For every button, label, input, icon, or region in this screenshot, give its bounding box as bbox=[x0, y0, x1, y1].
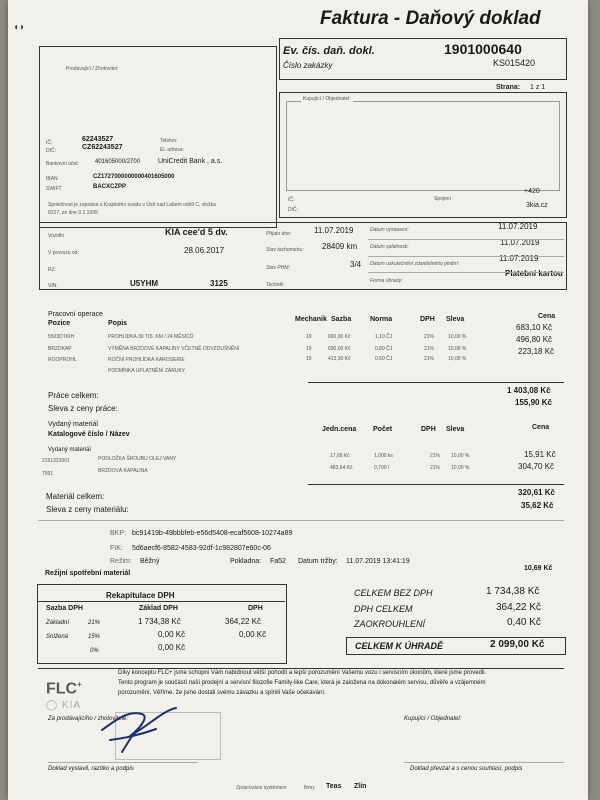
sale-date: 11.07.2019 13:41:19 bbox=[346, 558, 410, 565]
work-price: 496,80 Kč bbox=[516, 335, 553, 344]
vin-start: U5YHM bbox=[130, 279, 159, 288]
recap-pct: 15% bbox=[88, 634, 101, 640]
system-name: Teas bbox=[326, 783, 342, 790]
materials-total: 320,61 Kč bbox=[518, 488, 555, 497]
amount-due-label: CELKEM K ÚHRADĚ bbox=[355, 641, 444, 651]
work-norm: 1,10 ČJ bbox=[375, 334, 393, 340]
customer-dic-label: DIČ: bbox=[288, 207, 298, 213]
supplier-dic: CZ62243527 bbox=[82, 144, 123, 151]
ev-number: 1901000640 bbox=[444, 41, 522, 57]
page-label: Strana: bbox=[496, 84, 521, 91]
col-description: Popis bbox=[108, 320, 128, 327]
work-desc: ROČNÍ PROHLÍDKA KAROSERIE bbox=[108, 357, 185, 363]
materials-discount-label: Sleva z ceny materiálu: bbox=[46, 505, 129, 514]
material-code: 2151323001 bbox=[42, 458, 70, 464]
work-code: BRZDKAP bbox=[48, 346, 72, 352]
materials-total-label: Materiál celkem: bbox=[46, 492, 105, 501]
issued-date: 11.07.2019 bbox=[498, 222, 538, 231]
vin-end: 3125 bbox=[210, 279, 228, 288]
customer-phone: +420 bbox=[524, 188, 540, 195]
work-code: 5503DTKIH bbox=[48, 334, 75, 340]
net-total-label: CELKEM BEZ DPH bbox=[354, 588, 433, 598]
register-value: Fa52 bbox=[270, 558, 286, 565]
materials-sub-label: Vydaný materiál bbox=[48, 447, 91, 453]
received-sign-line bbox=[404, 762, 564, 763]
register-line-1: Společnost je zapsána u Krajského soudu v Ústí nad Labem oddíl C, vložka bbox=[48, 202, 216, 208]
due-date: 11.07.2019 bbox=[500, 238, 540, 247]
supplier-box bbox=[39, 46, 277, 228]
register-label: Pokladna: bbox=[230, 558, 262, 565]
col-mat-price: Cena bbox=[532, 424, 550, 431]
recap-pct: 21% bbox=[88, 620, 101, 626]
vat-recap-title: Rekapitulace DPH bbox=[106, 591, 175, 600]
material-price: 15,91 Kč bbox=[524, 450, 556, 459]
swift: BACXCZPP bbox=[93, 184, 127, 190]
vat-recap-divider bbox=[37, 601, 285, 602]
customer-web: 3kia.cz bbox=[526, 202, 548, 209]
col-rate: Sazba bbox=[331, 316, 352, 323]
vehicle-label: Vozidlo bbox=[48, 233, 65, 239]
buyer-sign-label: Kupující / Objednatel: bbox=[404, 716, 462, 722]
work-total: 1 403,08 Kč bbox=[507, 386, 551, 395]
work-norm: 0,60 ČJ bbox=[375, 356, 393, 362]
bank-label: Bankovní účet: bbox=[46, 161, 80, 167]
recap-base: 0,00 Kč bbox=[158, 643, 186, 652]
vehicle-divider-2 bbox=[368, 256, 564, 257]
iban-label: IBAN bbox=[46, 176, 58, 182]
col-mat-discount: Sleva bbox=[446, 426, 465, 433]
mode-label: Režim: bbox=[110, 558, 132, 565]
work-vat: 21% bbox=[424, 356, 435, 362]
col-catalog: Katalogové číslo / Název bbox=[48, 431, 130, 438]
due-label: Datum splatnosti: bbox=[370, 244, 409, 250]
net-total: 1 734,38 Kč bbox=[486, 586, 540, 597]
recap-base: 1 734,38 Kč bbox=[138, 617, 181, 626]
supplier-phone-label: Telefon: bbox=[160, 138, 178, 144]
system-label: Zpracováno systémem bbox=[236, 785, 287, 791]
material-desc: PODLOŽKA ŠROUBU OLEJ VANY bbox=[98, 456, 177, 462]
work-rate: 690,00 Kč bbox=[328, 346, 351, 352]
eet-divider bbox=[38, 520, 564, 521]
amount-due: 2 099,00 Kč bbox=[490, 639, 545, 650]
recap-col-base: Základ DPH bbox=[139, 605, 178, 612]
register-line-2: 8227, ze dne 9.1.1995 bbox=[48, 210, 98, 216]
reg-date: 28.06.2017 bbox=[184, 246, 225, 255]
order-number: KS015420 bbox=[493, 58, 536, 68]
rounding-label: ZAOKROUHLENÍ bbox=[354, 619, 426, 629]
work-disc: 10,00 % bbox=[448, 346, 467, 352]
work-mech: 19 bbox=[306, 346, 312, 352]
work-desc: PROHLÍDKA 30 TIS. KM / 24 MĚSÍCŮ bbox=[108, 334, 194, 340]
vat-total: 364,22 Kč bbox=[496, 602, 542, 613]
contact-label: Spojení bbox=[434, 196, 451, 202]
material-disc: 10,00 % bbox=[451, 453, 470, 459]
material-unit: 17,68 Kč bbox=[330, 453, 350, 459]
recap-vat: 364,22 Kč bbox=[225, 617, 262, 626]
col-count: Počet bbox=[373, 426, 393, 433]
vehicle-divider-3 bbox=[368, 272, 564, 273]
page-value: 1 z 1 bbox=[530, 84, 546, 91]
customer-ic-label: IČ: bbox=[288, 197, 295, 203]
materials-total-divider bbox=[308, 484, 564, 485]
col-mat-vat: DPH bbox=[421, 426, 436, 433]
recap-name: Snížená bbox=[46, 634, 69, 640]
fuel: 3/4 bbox=[350, 260, 362, 269]
work-norm: 0,80 ČJ bbox=[375, 346, 393, 352]
col-discount: Sleva bbox=[446, 316, 465, 323]
ev-label: Ev. čís. daň. dokl. bbox=[283, 45, 375, 57]
work-note: PODMÍNKA UPLATNĚNÍ ZÁRUKY bbox=[108, 368, 186, 374]
iban: CZ1727000000000401605000 bbox=[93, 174, 175, 180]
mode-value: Běžný bbox=[140, 558, 160, 565]
footer-text-1: Díky konceptu FLC+ jsme schopni Vám nabídnout větší pohodlí a lepší porozumění Vašemu vozu i servisním úkonům, které jsme provedli. bbox=[118, 670, 487, 676]
material-code: 7991 bbox=[42, 471, 54, 477]
taxable-date: 11.07.2019 bbox=[499, 254, 539, 263]
work-vat: 21% bbox=[424, 346, 435, 352]
material-desc: BRZDOVÁ KAPALINA bbox=[98, 468, 148, 474]
reg-label: V provozu od: bbox=[48, 250, 79, 256]
work-mech: 19 bbox=[306, 334, 312, 340]
work-discount: 155,90 Kč bbox=[515, 398, 552, 407]
material-price: 304,70 Kč bbox=[518, 462, 555, 471]
work-mech: 19 bbox=[306, 356, 312, 362]
tech-label: Technik: bbox=[266, 282, 285, 288]
material-count: 1,000 ks bbox=[374, 453, 393, 459]
recap-col-rate: Sazba DPH bbox=[46, 605, 83, 612]
work-total-label: Práce celkem: bbox=[48, 391, 99, 400]
bkp-code: bc91419b-49bbbfeb-e56d5408-ecaf5608-10274a89 bbox=[132, 530, 293, 537]
work-desc: VÝMĚNA BRZDOVÉ KAPALINY VČETNĚ ODVZDUŠNĚNÍ bbox=[108, 346, 240, 352]
col-position: Pozice bbox=[48, 320, 71, 327]
materials-discount: 35,62 Kč bbox=[521, 501, 554, 510]
supplier-ic: 62243527 bbox=[82, 136, 114, 143]
material-disc: 10,00 % bbox=[451, 465, 470, 471]
payment-method: Platební kartou bbox=[505, 269, 563, 278]
system-city: Zlín bbox=[354, 783, 367, 790]
issued-sign-label: Doklad vystavil, razítko a podpis bbox=[48, 766, 134, 772]
recap-vat: 0,00 Kč bbox=[239, 630, 267, 639]
supplier-dic-label: DIČ: bbox=[46, 148, 56, 154]
materials-section-label: Vydaný materiál bbox=[48, 421, 98, 428]
work-rate: 690,00 Kč bbox=[328, 334, 351, 340]
work-code: ROOPROHL bbox=[48, 357, 77, 363]
invoice-title: Faktura - Daňový doklad bbox=[320, 8, 541, 29]
issued-label: Datum vystavení: bbox=[370, 227, 409, 233]
recap-pct: 0% bbox=[90, 648, 99, 654]
footer-text-3: porozumění. Věříme, že jsme dostáli svému závazku a splnili Vaše očekávání. bbox=[118, 690, 326, 696]
swift-label: SWIFT bbox=[46, 186, 62, 192]
vin-label: VIN: bbox=[48, 283, 58, 289]
fik-code: 5d6aecf6-8582-4583-92df-1c982807e60c-06 bbox=[132, 545, 271, 552]
system-firm: firmy bbox=[304, 785, 315, 791]
taxable-label: Datum uskutečnění zdanitelného plnění: bbox=[370, 261, 460, 267]
order-label: Číslo zakázky bbox=[283, 61, 333, 70]
recap-name: Základní bbox=[46, 620, 70, 626]
consumables-label: Režijní spotřební materiál bbox=[45, 570, 131, 577]
supplier-label: Prodávající / Zhotovitel: bbox=[66, 66, 119, 72]
work-total-divider bbox=[308, 382, 564, 383]
recap-base: 0,00 Kč bbox=[158, 630, 186, 639]
work-section-label: Pracovní operace bbox=[48, 311, 103, 318]
work-price: 683,10 Kč bbox=[516, 323, 553, 332]
flc-logo-mark: + bbox=[77, 680, 82, 689]
col-norm: Norma bbox=[370, 316, 393, 323]
col-price: Cena bbox=[538, 313, 556, 320]
logo-fragment: ◖◗ bbox=[13, 22, 26, 33]
supplier-ic-label: IČ: bbox=[46, 140, 53, 146]
issued-sign-line bbox=[48, 762, 198, 763]
material-vat: 21% bbox=[430, 453, 441, 459]
received-date: 11.07.2019 bbox=[314, 226, 354, 235]
signature bbox=[72, 696, 192, 756]
work-disc: 10,00 % bbox=[448, 334, 467, 340]
col-vat: DPH bbox=[420, 316, 435, 323]
bank-name: UniCredit Bank , a.s. bbox=[158, 158, 223, 165]
material-count: 0,700 l bbox=[374, 465, 390, 471]
flc-logo-text: FLC bbox=[46, 680, 78, 698]
odometer-label: Stav tachometru: bbox=[266, 247, 304, 253]
material-unit: 483,64 Kč bbox=[330, 465, 353, 471]
vehicle-model: KIA cee'd 5 dv. bbox=[165, 227, 228, 237]
customer-address-area bbox=[286, 101, 560, 191]
col-unit-price: Jedn.cena bbox=[322, 426, 357, 433]
invoice-page bbox=[8, 0, 588, 800]
work-vat: 21% bbox=[424, 334, 435, 340]
seller-sign-label: Za prodávajícího / zhotovitele: bbox=[48, 716, 129, 722]
material-vat: 21% bbox=[430, 465, 441, 471]
received-label: Přijato dne: bbox=[266, 231, 292, 237]
bank-account: 401605000/2700 bbox=[95, 159, 141, 165]
fuel-label: Stav PHM: bbox=[266, 265, 290, 271]
recap-col-vat: DPH bbox=[248, 605, 263, 612]
vat-total-label: DPH CELKEM bbox=[354, 604, 413, 614]
rz-label: RZ: bbox=[48, 267, 57, 273]
work-rate: 413,30 Kč bbox=[328, 356, 351, 362]
customer-label: Kupující / Objednatel: bbox=[303, 96, 351, 102]
rounding: 0,40 Kč bbox=[507, 617, 541, 628]
work-price: 223,18 Kč bbox=[518, 347, 555, 356]
sale-date-label: Datum tržby: bbox=[298, 558, 338, 565]
fik-label: FIK: bbox=[110, 545, 123, 552]
supplier-email-label: El. adresa: bbox=[160, 147, 184, 153]
work-disc: 10,00 % bbox=[448, 356, 467, 362]
odometer: 28409 km bbox=[322, 242, 358, 251]
col-mechanic: Mechanik bbox=[295, 316, 327, 323]
bkp-label: BKP: bbox=[110, 530, 126, 537]
kia-logo-faint: ◯ KIA bbox=[46, 700, 82, 711]
footer-divider bbox=[38, 668, 564, 669]
consumables-value: 10,69 Kč bbox=[524, 565, 553, 572]
work-discount-label: Sleva z ceny práce: bbox=[48, 404, 118, 413]
vehicle-divider-1 bbox=[368, 239, 564, 240]
received-sign-label: Doklad převzal a s cenou souhlasí, podpis bbox=[410, 766, 523, 772]
footer-text-2: Tento program je součástí naší prodejní a servisní filozofie Family-like Care, která je založena na dokonalém servisu, důvěře a vzájemném bbox=[118, 680, 486, 686]
payment-label: Forma úhrady: bbox=[370, 278, 403, 284]
